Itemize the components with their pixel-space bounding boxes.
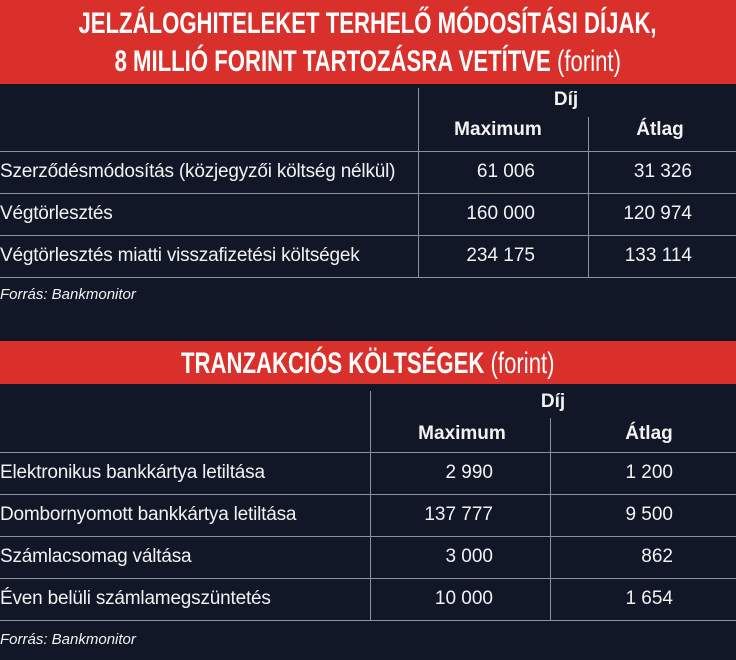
table-row	[0, 578, 736, 620]
transaction-costs-table	[0, 341, 736, 660]
cell-average: 31 326	[633, 161, 692, 182]
unit-label: (forint)	[557, 44, 622, 78]
table-title-line-1	[0, 8, 736, 38]
column-header-average: Átlag	[625, 423, 673, 444]
row-label: Szerződésmódosítás (közjegyzői költség nélkül)	[0, 161, 396, 182]
cell-average: 9 500	[625, 504, 673, 525]
source-note: Forrás: Bankmonitor	[0, 286, 136, 303]
table-row	[0, 452, 736, 494]
mortgage-modification-fees-table	[0, 0, 736, 310]
column-header-maximum: Maximum	[418, 423, 506, 444]
table-row	[0, 494, 736, 536]
cell-maximum: 137 777	[424, 504, 493, 525]
cell-average: 120 974	[623, 203, 692, 224]
table-row	[0, 193, 736, 235]
row-label: Elektronikus bankkártya letiltása	[0, 462, 265, 483]
cell-average: 133 114	[624, 245, 692, 266]
table-title-text-group	[181, 347, 555, 380]
table-row	[0, 536, 736, 578]
table-row	[0, 235, 736, 277]
source-note: Forrás: Bankmonitor	[0, 631, 136, 648]
unit-label: (forint)	[490, 346, 555, 380]
cell-maximum: 3 000	[445, 546, 493, 567]
table-title-line-2	[0, 46, 736, 76]
row-label: Éven belüli számlamegszüntetés	[0, 588, 271, 609]
fee-group-header: Díj	[540, 391, 566, 412]
table-title-bar	[0, 341, 736, 384]
cell-maximum: 234 175	[466, 245, 535, 266]
table-title-bar	[0, 0, 736, 84]
cell-average: 1 654	[625, 588, 673, 609]
cell-average: 1 200	[625, 462, 673, 483]
cell-maximum: 61 006	[476, 161, 535, 182]
cell-maximum: 2 990	[445, 462, 493, 483]
row-label: Számlacsomag váltása	[0, 546, 192, 567]
row-label: Végtörlesztés	[0, 203, 113, 224]
cell-maximum: 10 000	[434, 588, 493, 609]
table-title-text-group	[115, 45, 621, 78]
horizontal-rule	[0, 620, 736, 621]
table-title-text: 8 MILLIÓ FORINT TARTOZÁSRA VETÍTVE	[114, 44, 552, 78]
row-label: Dombornyomott bankkártya letiltása	[0, 504, 297, 525]
horizontal-rule	[0, 277, 736, 278]
table-title-text: TRANZAKCIÓS KÖLTSÉGEK	[181, 346, 485, 380]
table-row	[0, 151, 736, 193]
cell-maximum: 160 000	[466, 203, 535, 224]
table-title-line-1	[0, 348, 736, 378]
fee-group-header: Díj	[553, 89, 579, 110]
column-header-average: Átlag	[636, 119, 684, 140]
column-header-maximum: Maximum	[454, 119, 542, 140]
table-title-text: JELZÁLOGHITELEKET TERHELŐ MÓDOSÍTÁSI DÍJAK,	[78, 6, 658, 40]
row-label: Végtörlesztés miatti visszafizetési költségek	[0, 245, 360, 266]
cell-average: 862	[641, 546, 673, 567]
